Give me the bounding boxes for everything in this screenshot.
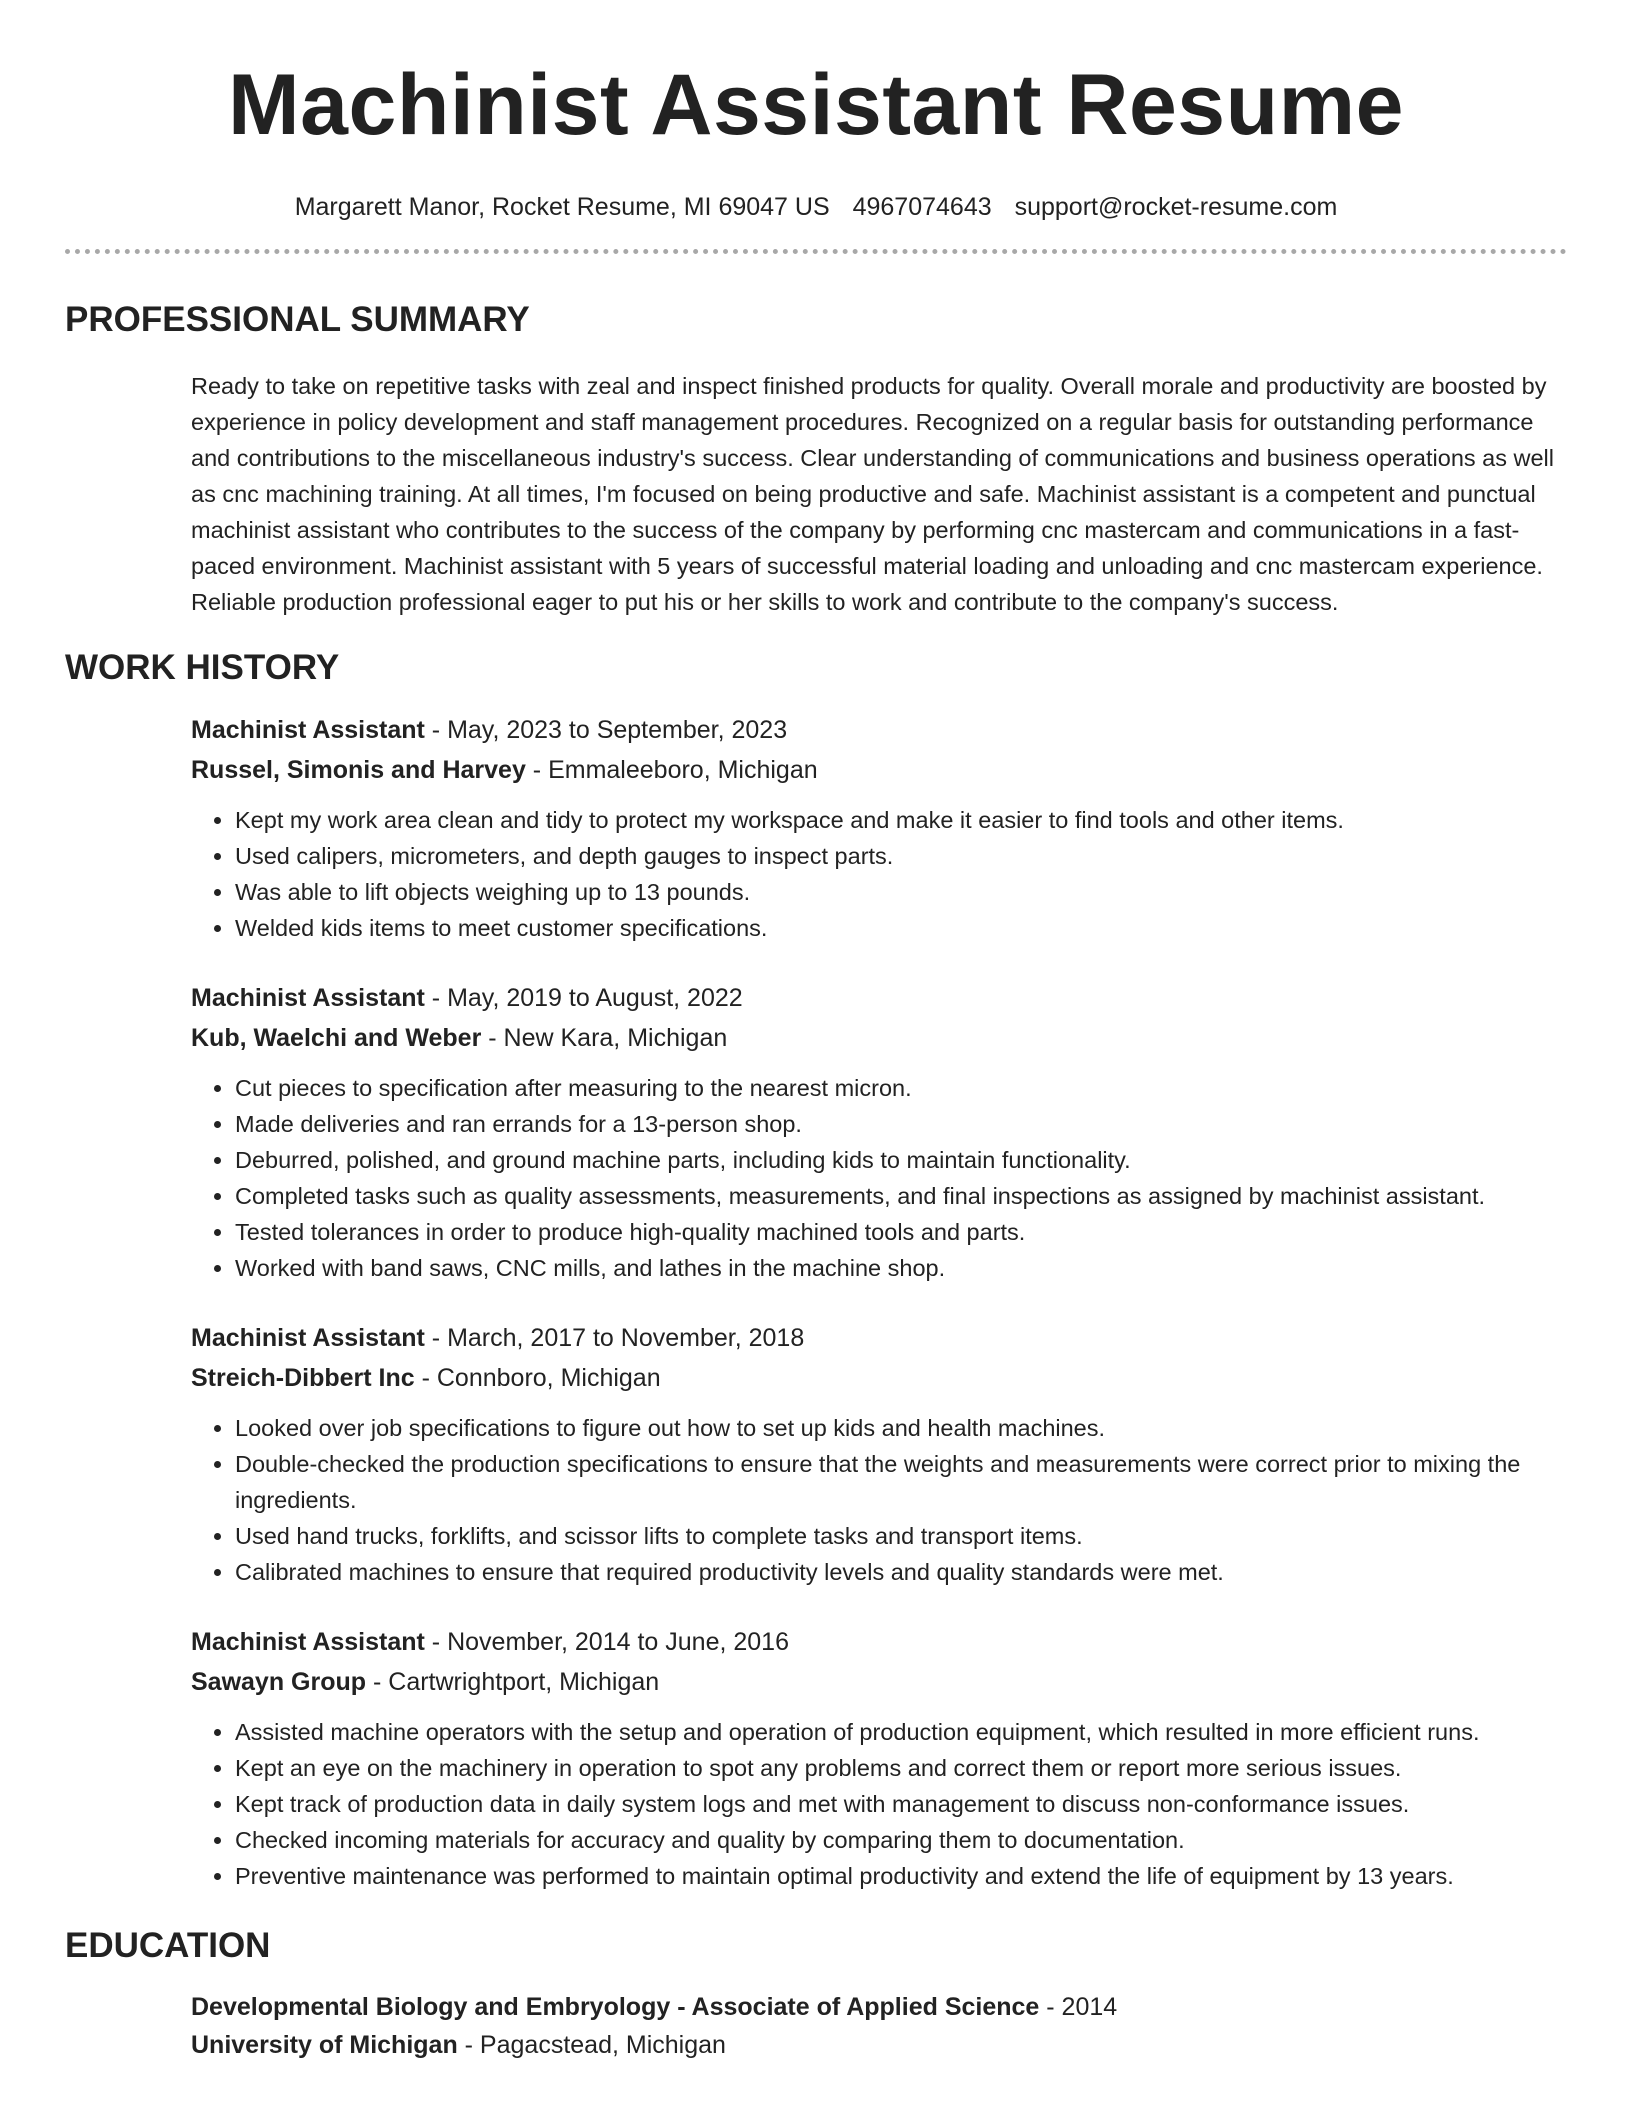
resume-title: Machinist Assistant Resume [228, 57, 1404, 153]
job-bullet: • Welded kids items to meet customer specifications. [235, 910, 1567, 946]
job-title: Machinist Assistant [191, 984, 425, 1012]
job-bullet: • Looked over job specifications to figure out how to set up kids and health machines. [235, 1410, 1567, 1446]
job-bullet: • Used hand trucks, forklifts, and scissor lifts to complete tasks and transport items. [235, 1518, 1567, 1554]
job-bullet: • Calibrated machines to ensure that required productivity levels and quality standards were met. [235, 1554, 1567, 1590]
job-title: Machinist Assistant [191, 716, 425, 744]
job-dates: - May, 2023 to September, 2023 [424, 716, 788, 744]
job-bullets [191, 802, 1567, 946]
job-title-line [191, 1318, 1567, 1358]
education-degree-line [191, 1988, 1567, 2026]
contact-email: support@rocket-resume.com [1014, 193, 1338, 221]
job-entry [191, 710, 1567, 946]
job-company-line [191, 1662, 1567, 1702]
job-bullet: • Kept track of production data in daily system logs and met with management to discuss non-conformance issues. [235, 1786, 1567, 1822]
job-bullet: • Double-checked the production specifications to ensure that the weights and measurements were correct prior to mixing the ingredients. [235, 1446, 1567, 1518]
contact-line [65, 191, 1567, 223]
job-bullet: • Completed tasks such as quality assessments, measurements, and final inspections as assigned by machinist assistant. [235, 1178, 1567, 1214]
job-company: Streich-Dibbert Inc [191, 1364, 415, 1392]
job-bullets [191, 1070, 1567, 1286]
job-location: - Cartwrightport, Michigan [366, 1668, 660, 1696]
job-bullets [191, 1410, 1567, 1590]
job-location: - Connboro, Michigan [414, 1364, 661, 1392]
job-dates: - March, 2017 to November, 2018 [424, 1324, 805, 1352]
education-location: - Pagacstead, Michigan [457, 2031, 726, 2059]
job-company: Kub, Waelchi and Weber [191, 1024, 482, 1052]
job-location: - Emmaleeboro, Michigan [525, 756, 818, 784]
job-entry [191, 1318, 1567, 1590]
education-degree: Developmental Biology and Embryology - Associate of Applied Science [191, 1993, 1040, 2021]
work-history-heading: WORK HISTORY [65, 648, 340, 687]
job-bullet: • Worked with band saws, CNC mills, and lathes in the machine shop. [235, 1250, 1567, 1286]
job-title-line [191, 710, 1567, 750]
job-bullet: • Used calipers, micrometers, and depth gauges to inspect parts. [235, 838, 1567, 874]
job-title-line [191, 978, 1567, 1018]
education-school: University of Michigan [191, 2031, 458, 2059]
job-bullet: • Made deliveries and ran errands for a 13-person shop. [235, 1106, 1567, 1142]
header-divider [65, 249, 1567, 254]
job-company-line [191, 750, 1567, 790]
education-heading: EDUCATION [65, 1926, 271, 1965]
education-school-line [191, 2026, 1567, 2064]
job-company-line [191, 1018, 1567, 1058]
summary-text: Ready to take on repetitive tasks with zeal and inspect finished products for quality. Overall morale and productivity are boosted by experience in policy development and staff management procedures. Recognized on a regular basis for outstanding performance and contributions to the miscellaneous industry's success. Clear understanding of communications and business operations as well as cnc machining training. At all times, I'm focused on being productive and safe. Machinist assistant is a competent and punctual machinist assistant who contributes to the success of the company by performing cnc mastercam and communications in a fast-paced environment. Machinist assistant with 5 years of successful material loading and unloading and cnc mastercam experience. Reliable production professional eager to put his or her skills to work and contribute to the company's success. [191, 373, 1554, 615]
job-location: - New Kara, Michigan [481, 1024, 728, 1052]
education-entry [191, 1988, 1567, 2064]
contact-address: Margarett Manor, Rocket Resume, MI 69047 US [294, 193, 830, 221]
job-bullet: • Assisted machine operators with the setup and operation of production equipment, which resulted in more efficient runs. [235, 1714, 1567, 1750]
contact-phone: 4967074643 [852, 193, 992, 221]
job-bullet: • Preventive maintenance was performed to maintain optimal productivity and extend the life of equipment by 13 years. [235, 1858, 1567, 1894]
job-bullet: • Cut pieces to specification after measuring to the nearest micron. [235, 1070, 1567, 1106]
job-title-line [191, 1622, 1567, 1662]
education-year: - 2014 [1039, 1993, 1118, 2021]
job-company: Sawayn Group [191, 1668, 367, 1696]
job-entry [191, 1622, 1567, 1894]
job-bullet: • Kept an eye on the machinery in operation to spot any problems and correct them or report more serious issues. [235, 1750, 1567, 1786]
job-company-line [191, 1358, 1567, 1398]
job-dates: - November, 2014 to June, 2016 [424, 1628, 789, 1656]
job-title: Machinist Assistant [191, 1628, 425, 1656]
job-dates: - May, 2019 to August, 2022 [424, 984, 743, 1012]
job-bullet: • Was able to lift objects weighing up to 13 pounds. [235, 874, 1567, 910]
job-bullet: • Deburred, polished, and ground machine parts, including kids to maintain functionality. [235, 1142, 1567, 1178]
job-company: Russel, Simonis and Harvey [191, 756, 526, 784]
job-bullet: • Kept my work area clean and tidy to protect my workspace and make it easier to find tools and other items. [235, 802, 1567, 838]
summary-heading: PROFESSIONAL SUMMARY [65, 300, 530, 339]
job-bullet: • Tested tolerances in order to produce high-quality machined tools and parts. [235, 1214, 1567, 1250]
job-title: Machinist Assistant [191, 1324, 425, 1352]
job-bullet: • Checked incoming materials for accuracy and quality by comparing them to documentation. [235, 1822, 1567, 1858]
job-bullets [191, 1714, 1567, 1894]
job-entry [191, 978, 1567, 1286]
